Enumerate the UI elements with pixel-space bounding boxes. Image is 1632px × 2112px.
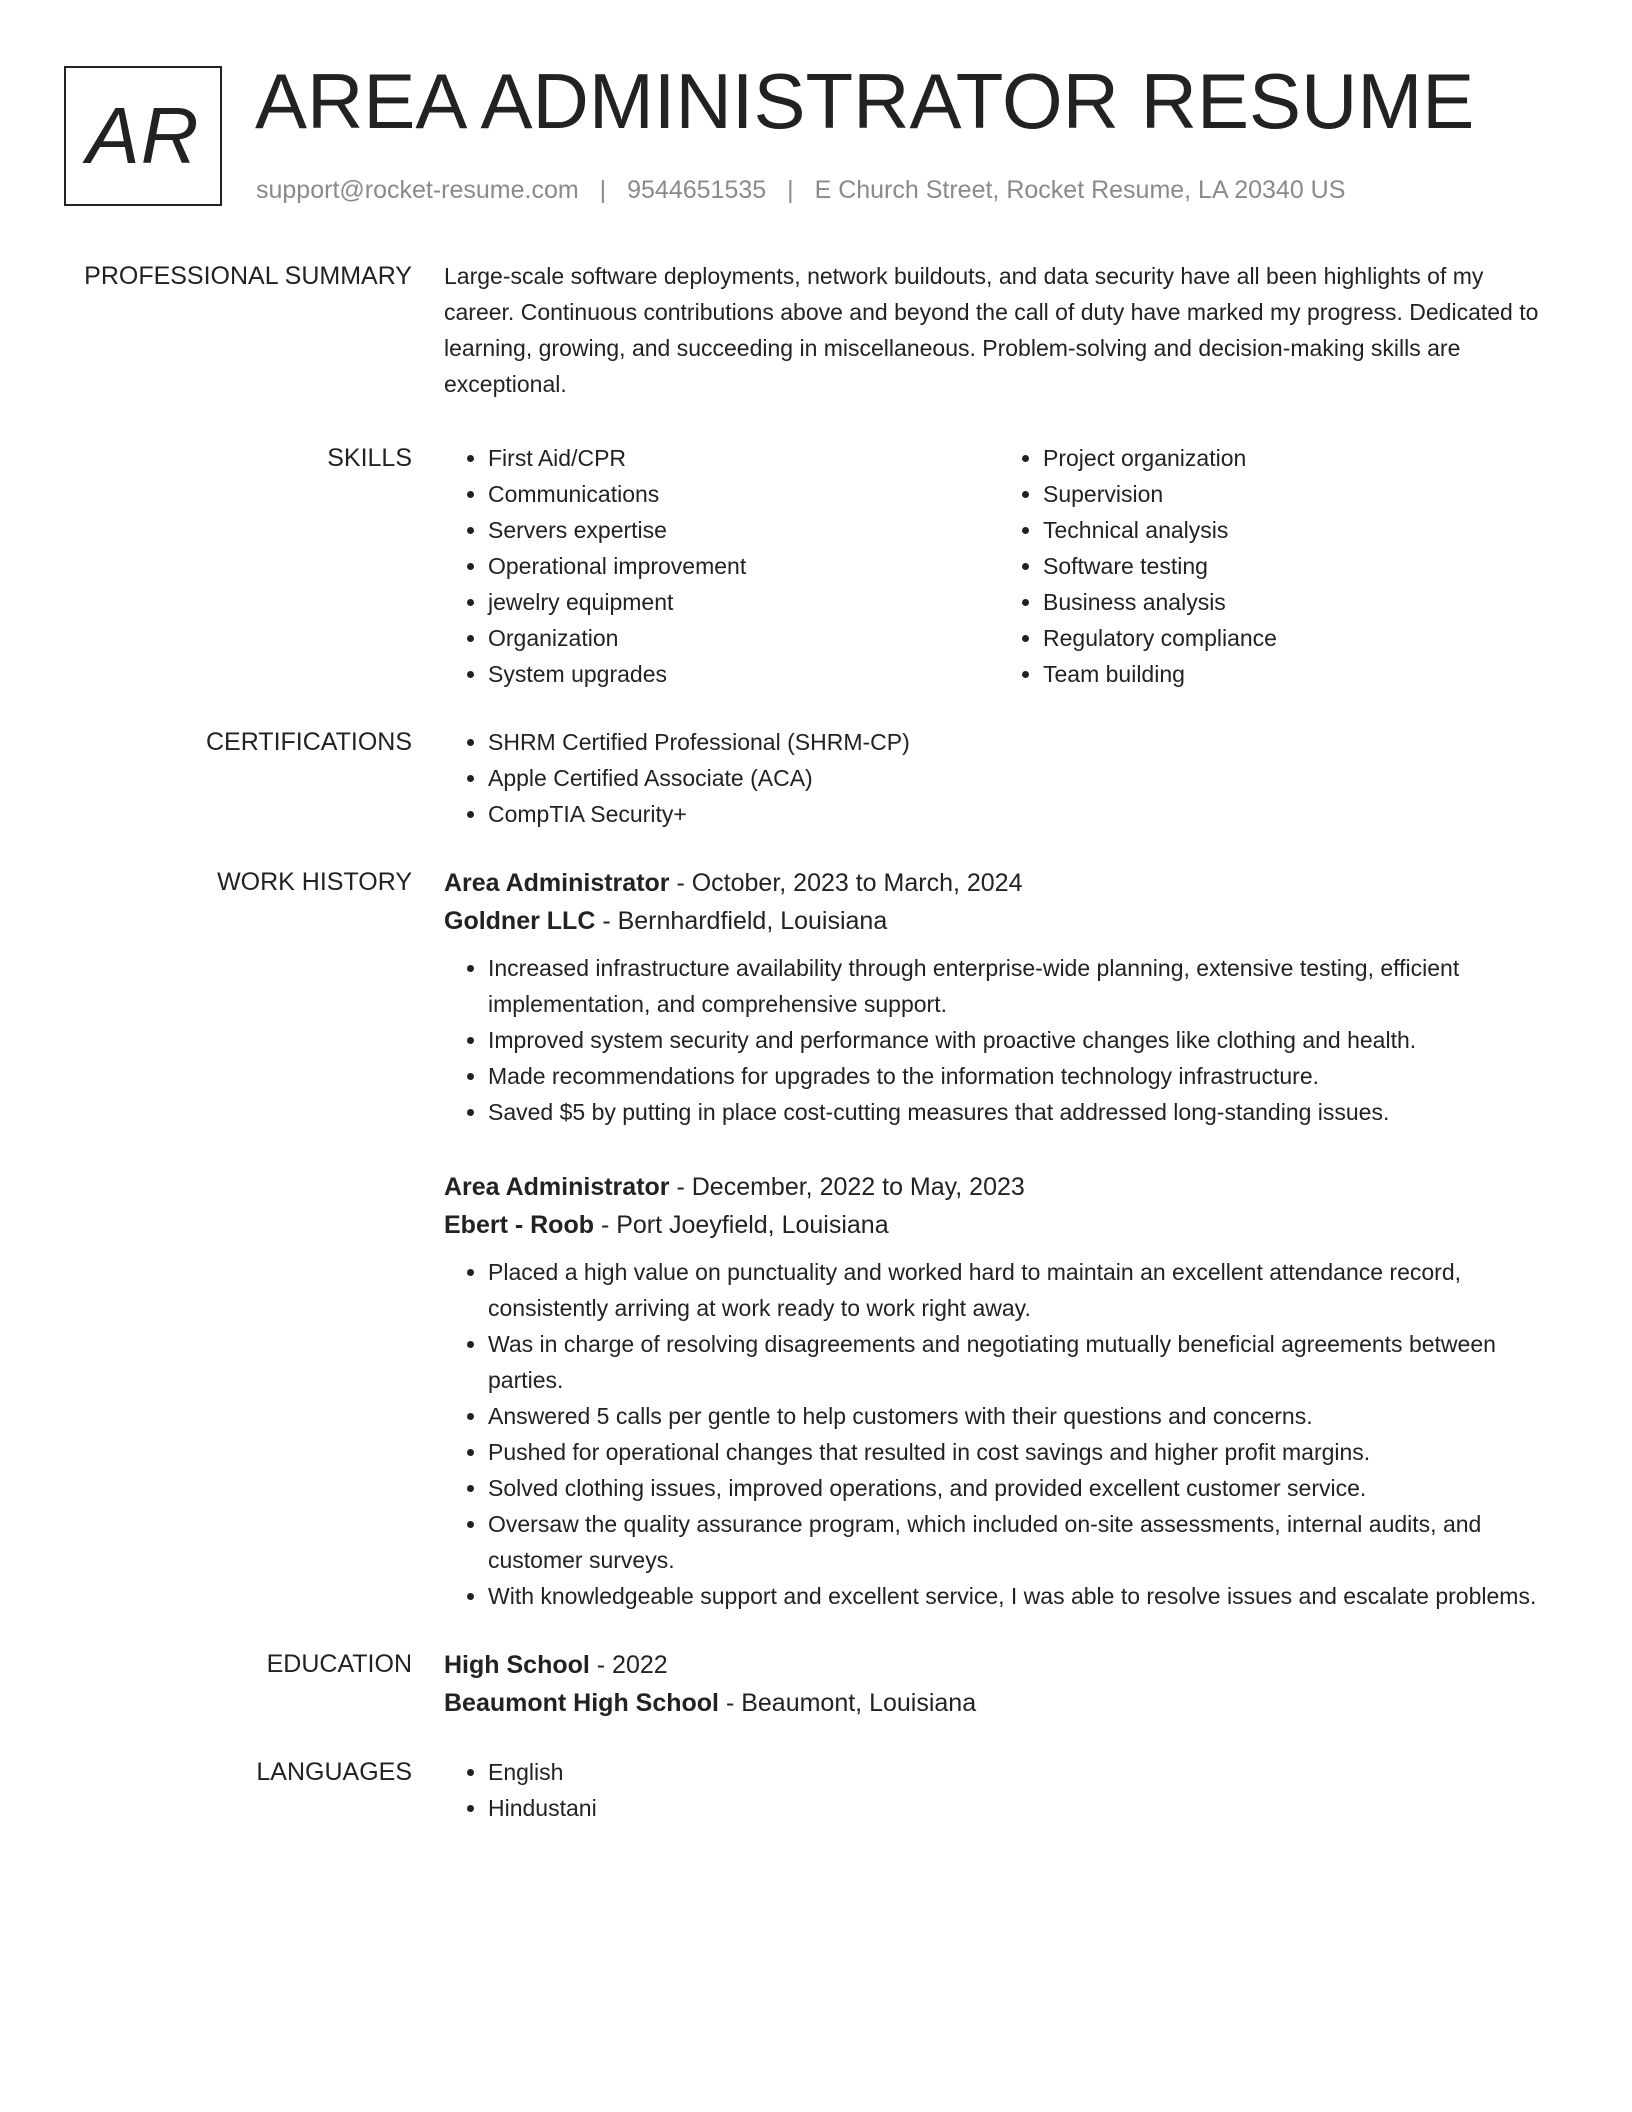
- job-title-line: [444, 864, 1554, 902]
- job-company-line: [444, 1206, 1554, 1244]
- certification-item: • CompTIA Security+: [488, 796, 1554, 832]
- job-bullet: • Answered 5 calls per gentle to help customers with their questions and concerns.: [488, 1398, 1554, 1434]
- section-label: SKILLS: [327, 444, 412, 472]
- contact-phone: 9544651535: [627, 176, 767, 204]
- skill-item: • jewelry equipment: [488, 584, 999, 620]
- job-bullets: [444, 950, 1554, 1130]
- section-label: LANGUAGES: [256, 1758, 412, 1786]
- education-school-line: [444, 1684, 1554, 1722]
- monogram: AR: [64, 66, 222, 206]
- education-location: - Beaumont, Louisiana: [719, 1689, 977, 1717]
- skill-item: • System upgrades: [488, 656, 999, 692]
- job-company-line: [444, 902, 1554, 940]
- education-degree: High School: [444, 1651, 590, 1679]
- job-company: Ebert - Roob: [444, 1211, 594, 1239]
- job-entry: [444, 864, 1554, 1130]
- job-title: Area Administrator: [444, 1173, 670, 1201]
- contact-separator: |: [599, 176, 607, 204]
- section-label: PROFESSIONAL SUMMARY: [84, 262, 412, 290]
- page-title: AREA ADMINISTRATOR RESUME: [255, 57, 1475, 145]
- skill-item: • Software testing: [1043, 548, 1554, 584]
- job-bullet: • Placed a high value on punctuality and worked hard to maintain an excellent attendance record, consistently arriving at work ready to work right away.: [488, 1254, 1554, 1326]
- education-year: - 2022: [589, 1651, 668, 1679]
- certifications-list: [444, 724, 1554, 832]
- education-degree-line: [444, 1646, 1554, 1684]
- skills-list-left: [444, 440, 999, 692]
- contact-address: E Church Street, Rocket Resume, LA 20340 US: [814, 176, 1346, 204]
- skill-item: • Supervision: [1043, 476, 1554, 512]
- job-bullet: • Was in charge of resolving disagreements and negotiating mutually beneficial agreements between parties.: [488, 1326, 1554, 1398]
- skills-list-right: [999, 440, 1554, 692]
- skills-grid: [444, 440, 1554, 692]
- language-item: • English: [488, 1754, 1554, 1790]
- skill-item: • Project organization: [1043, 440, 1554, 476]
- education-section: [0, 1646, 1632, 1722]
- job-title-line: [444, 1168, 1554, 1206]
- job-bullet: • Pushed for operational changes that resulted in cost savings and higher profit margins.: [488, 1434, 1554, 1470]
- job-company: Goldner LLC: [444, 907, 596, 935]
- job-dates: - December, 2022 to May, 2023: [669, 1173, 1025, 1201]
- job-bullet: • Oversaw the quality assurance program, which included on-site assessments, internal audits, and customer surveys.: [488, 1506, 1554, 1578]
- languages-list: [444, 1754, 1554, 1826]
- summary-section: [0, 258, 1632, 402]
- skill-item: • Regulatory compliance: [1043, 620, 1554, 656]
- contact-line: [256, 174, 1345, 206]
- skill-item: • Team building: [1043, 656, 1554, 692]
- skill-item: • First Aid/CPR: [488, 440, 999, 476]
- contact-email: support@rocket-resume.com: [256, 176, 579, 204]
- job-bullet: • Improved system security and performance with proactive changes like clothing and health.: [488, 1022, 1554, 1058]
- section-label: EDUCATION: [266, 1650, 412, 1678]
- section-label: WORK HISTORY: [217, 868, 412, 896]
- skill-item: • Operational improvement: [488, 548, 999, 584]
- summary-text: Large-scale software deployments, network buildouts, and data security have all been highlights of my career. Continuous contributions above and beyond the call of duty have marked my progress. Dedicated to learning, growing, and succeeding in miscellaneous. Problem-solving and decision-making skills are exceptional.: [444, 263, 1539, 397]
- resume-body: [0, 258, 1632, 1826]
- job-entry: [444, 1168, 1554, 1614]
- skill-item: • Technical analysis: [1043, 512, 1554, 548]
- job-title: Area Administrator: [444, 869, 670, 897]
- languages-section: [0, 1754, 1632, 1826]
- job-dates: - October, 2023 to March, 2024: [669, 869, 1023, 897]
- certification-item: • Apple Certified Associate (ACA): [488, 760, 1554, 796]
- job-location: - Bernhardfield, Louisiana: [595, 907, 888, 935]
- certification-item: • SHRM Certified Professional (SHRM-CP): [488, 724, 1554, 760]
- job-bullets: [444, 1254, 1554, 1614]
- job-bullet: • Made recommendations for upgrades to the information technology infrastructure.: [488, 1058, 1554, 1094]
- job-bullet: • With knowledgeable support and excellent service, I was able to resolve issues and escalate problems.: [488, 1578, 1554, 1614]
- work-history-section: [0, 864, 1632, 1614]
- skill-item: • Communications: [488, 476, 999, 512]
- contact-separator: |: [787, 176, 794, 204]
- education-school: Beaumont High School: [444, 1689, 719, 1717]
- skill-item: • Organization: [488, 620, 999, 656]
- certifications-section: [0, 724, 1632, 832]
- job-bullet: • Increased infrastructure availability through enterprise-wide planning, extensive testing, efficient implementation, and comprehensive support.: [488, 950, 1554, 1022]
- skill-item: • Business analysis: [1043, 584, 1554, 620]
- job-bullet: • Solved clothing issues, improved operations, and provided excellent customer service.: [488, 1470, 1554, 1506]
- job-bullet: • Saved $5 by putting in place cost-cutting measures that addressed long-standing issues.: [488, 1094, 1554, 1130]
- section-label: CERTIFICATIONS: [205, 728, 412, 756]
- language-item: • Hindustani: [488, 1790, 1554, 1826]
- skills-section: [0, 440, 1632, 692]
- skill-item: • Servers expertise: [488, 512, 999, 548]
- job-location: - Port Joeyfield, Louisiana: [594, 1211, 889, 1239]
